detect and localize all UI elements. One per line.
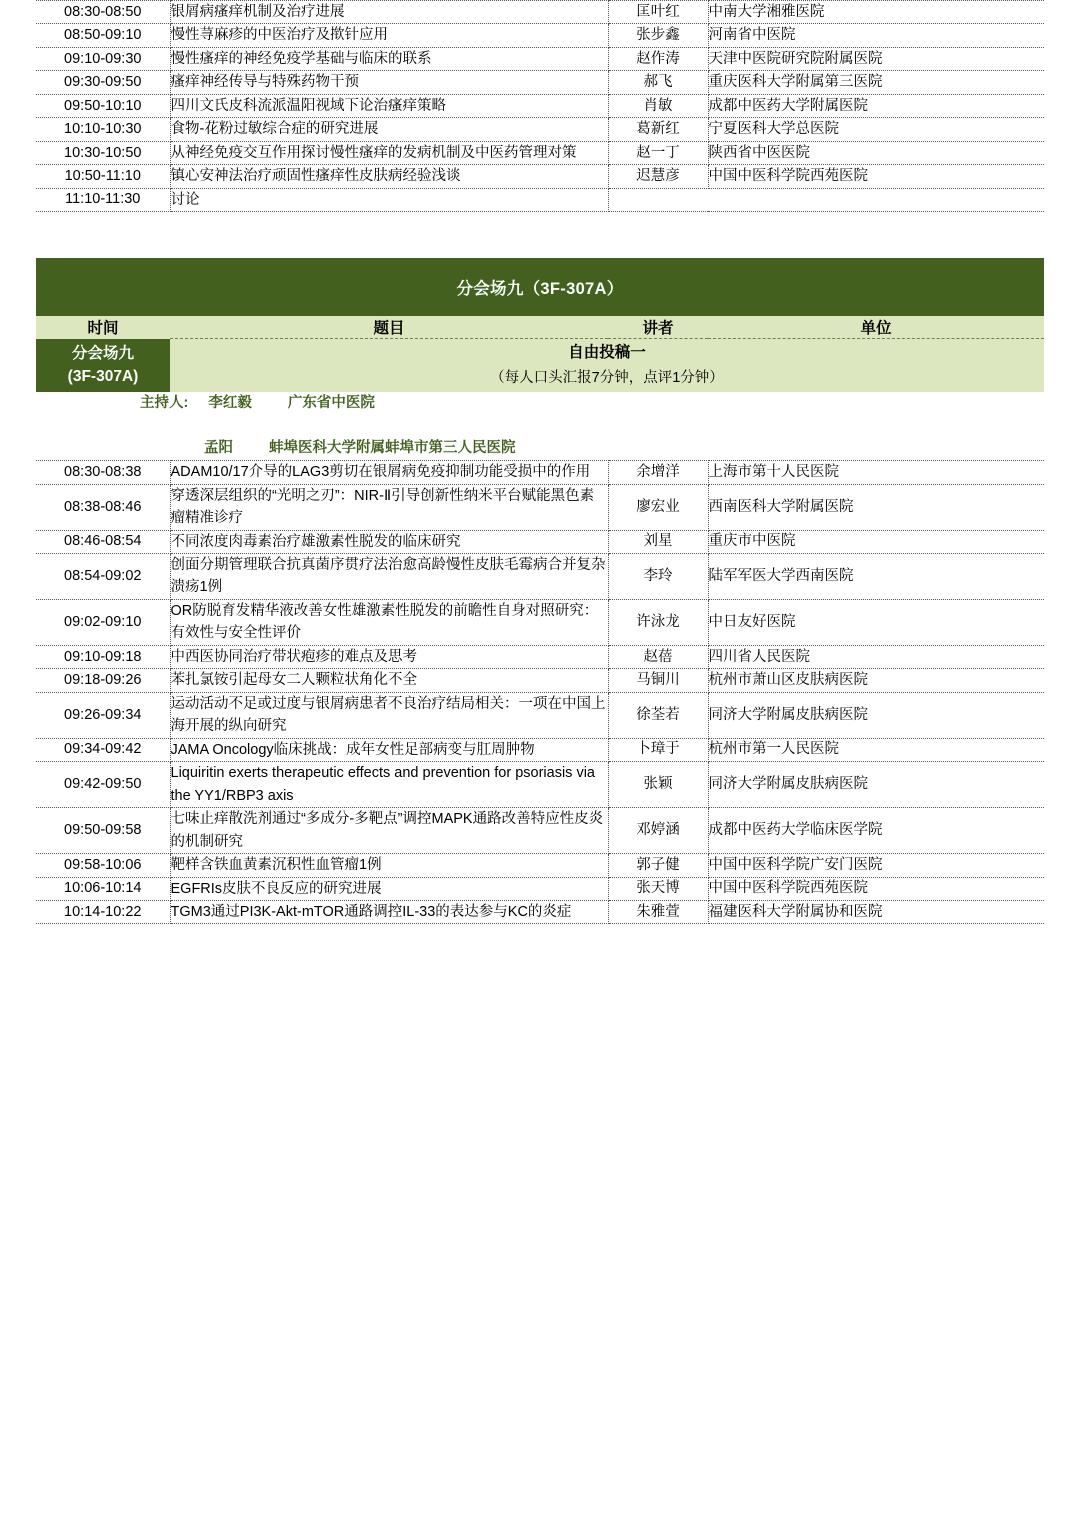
cell-speaker: 赵蓓 xyxy=(608,645,708,668)
table-row xyxy=(36,94,1044,117)
session-tag-line2: (3F-307A) xyxy=(67,368,139,386)
host-2-name: 孟阳 xyxy=(204,439,233,456)
table-row xyxy=(36,71,1044,94)
session-topic-cell xyxy=(170,339,1044,392)
cell-unit: 重庆市中医院 xyxy=(708,530,1044,553)
session-table-body xyxy=(36,316,1044,924)
cell-unit: 中日友好医院 xyxy=(708,599,1044,645)
table-row xyxy=(36,461,1044,484)
cell-title: ADAM10/17介导的LAG3剪切在银屑病免疫抑制功能受损中的作用 xyxy=(170,461,608,484)
cell-title: 慢性荨麻疹的中医治疗及揿针应用 xyxy=(170,24,608,47)
cell-speaker: 郝飞 xyxy=(608,71,708,94)
cell-unit: 中国中医科学院西苑医院 xyxy=(708,877,1044,900)
table-row xyxy=(36,877,1044,900)
cell-unit: 四川省人民医院 xyxy=(708,645,1044,668)
cell-unit: 宁夏医科大学总医院 xyxy=(708,118,1044,141)
cell-speaker: 邓婷涵 xyxy=(608,808,708,854)
table-row xyxy=(36,692,1044,738)
session-schedule-table xyxy=(36,316,1044,924)
cell-time: 08:30-08:50 xyxy=(36,1,170,24)
cell-title: 不同浓度肉毒素治疗雄激素性脱发的临床研究 xyxy=(170,530,608,553)
cell-speaker: 刘星 xyxy=(608,530,708,553)
cell-speaker: 许泳龙 xyxy=(608,599,708,645)
host-line-2 xyxy=(36,415,1044,460)
cell-speaker: 廖宏业 xyxy=(608,484,708,530)
cell-speaker xyxy=(608,188,708,211)
table-row xyxy=(36,188,1044,211)
cell-speaker: 徐荃若 xyxy=(608,692,708,738)
table-row xyxy=(36,118,1044,141)
cell-title: 四川文氏皮科流派温阳视域下论治瘙痒策略 xyxy=(170,94,608,117)
cell-unit: 福建医科大学附属协和医院 xyxy=(708,901,1044,924)
cell-speaker: 张颖 xyxy=(608,762,708,808)
cell-title: 中西医协同治疗带状疱疹的难点及思考 xyxy=(170,645,608,668)
cell-title: 穿透深层组织的“光明之刃”：NIR-Ⅱ引导创新性纳米平台赋能黑色素瘤精准诊疗 xyxy=(170,484,608,530)
cell-title: 银屑病瘙痒机制及治疗进展 xyxy=(170,1,608,24)
cell-time: 08:46-08:54 xyxy=(36,530,170,553)
cell-unit: 杭州市第一人民医院 xyxy=(708,738,1044,761)
table-row xyxy=(36,165,1044,188)
cell-speaker: 郭子健 xyxy=(608,854,708,877)
cell-time: 10:14-10:22 xyxy=(36,901,170,924)
cell-title: 食物-花粉过敏综合症的研究进展 xyxy=(170,118,608,141)
cell-unit: 中南大学湘雅医院 xyxy=(708,1,1044,24)
cell-title: 讨论 xyxy=(170,188,608,211)
cell-speaker: 肖敏 xyxy=(608,94,708,117)
cell-speaker: 李玲 xyxy=(608,553,708,599)
cell-unit: 西南医科大学附属医院 xyxy=(708,484,1044,530)
cell-title: TGM3通过PI3K-Akt-mTOR通路调控IL-33的表达参与KC的炎症 xyxy=(170,901,608,924)
top-table-body xyxy=(36,1,1044,212)
cell-unit: 同济大学附属皮肤病医院 xyxy=(708,692,1044,738)
cell-title: Liquiritin exerts therapeutic effects and prevention for psoriasis via the YY1/RBP3 axis xyxy=(170,762,608,808)
table-row xyxy=(36,808,1044,854)
cell-unit xyxy=(708,188,1044,211)
session-topic-row xyxy=(36,339,1044,392)
cell-time: 09:10-09:18 xyxy=(36,645,170,668)
host-1-unit: 广东省中医院 xyxy=(287,394,375,411)
table-row xyxy=(36,1,1044,24)
cell-unit: 陆军军医大学西南医院 xyxy=(708,553,1044,599)
table-row xyxy=(36,553,1044,599)
cell-time: 08:54-09:02 xyxy=(36,553,170,599)
table-row xyxy=(36,645,1044,668)
table-row xyxy=(36,669,1044,692)
cell-time: 09:42-09:50 xyxy=(36,762,170,808)
cell-time: 09:10-09:30 xyxy=(36,47,170,70)
cell-time: 10:30-10:50 xyxy=(36,141,170,164)
host-line-1 xyxy=(36,392,1044,415)
cell-title: 创面分期管理联合抗真菌序贯疗法治愈高龄慢性皮肤毛霉病合并复杂溃疡1例 xyxy=(170,553,608,599)
cell-time: 09:02-09:10 xyxy=(36,599,170,645)
cell-title: JAMA Oncology临床挑战：成年女性足部病变与肛周肿物 xyxy=(170,738,608,761)
cell-time: 09:26-09:34 xyxy=(36,692,170,738)
host-1-name: 李红毅 xyxy=(208,394,252,411)
top-schedule-table xyxy=(36,0,1044,212)
cell-speaker: 迟慧彦 xyxy=(608,165,708,188)
cell-unit: 同济大学附属皮肤病医院 xyxy=(708,762,1044,808)
cell-title: 瘙痒神经传导与特殊药物干预 xyxy=(170,71,608,94)
session-banner-title: 分会场九（3F-307A） xyxy=(36,258,1044,316)
cell-time: 10:10-10:30 xyxy=(36,118,170,141)
cell-title: 靶样含铁血黄素沉积性血管瘤1例 xyxy=(170,854,608,877)
cell-time: 08:38-08:46 xyxy=(36,484,170,530)
header-time: 时间 xyxy=(36,316,170,339)
cell-speaker: 张天博 xyxy=(608,877,708,900)
cell-title: 苯扎氯铵引起母女二人颗粒状角化不全 xyxy=(170,669,608,692)
cell-title: 运动活动不足或过度与银屑病患者不良治疗结局相关：一项在中国上海开展的纵向研究 xyxy=(170,692,608,738)
cell-time: 09:58-10:06 xyxy=(36,854,170,877)
table-row xyxy=(36,484,1044,530)
table-row xyxy=(36,599,1044,645)
cell-speaker: 卜璋于 xyxy=(608,738,708,761)
session-host-row xyxy=(36,392,1044,461)
cell-speaker: 匡叶红 xyxy=(608,1,708,24)
header-unit: 单位 xyxy=(708,316,1044,339)
cell-unit: 重庆医科大学附属第三医院 xyxy=(708,71,1044,94)
document-page xyxy=(36,0,1044,924)
cell-unit: 河南省中医院 xyxy=(708,24,1044,47)
header-speaker: 讲者 xyxy=(608,316,708,339)
cell-speaker: 赵一丁 xyxy=(608,141,708,164)
cell-time: 11:10-11:30 xyxy=(36,188,170,211)
cell-unit: 中国中医科学院西苑医院 xyxy=(708,165,1044,188)
cell-time: 09:50-09:58 xyxy=(36,808,170,854)
cell-unit: 天津中医院研究院附属医院 xyxy=(708,47,1044,70)
cell-unit: 成都中医药大学临床医学院 xyxy=(708,808,1044,854)
cell-speaker: 马铜川 xyxy=(608,669,708,692)
table-row xyxy=(36,47,1044,70)
cell-time: 10:50-11:10 xyxy=(36,165,170,188)
cell-unit: 杭州市萧山区皮肤病医院 xyxy=(708,669,1044,692)
cell-title: EGFRIs皮肤不良反应的研究进展 xyxy=(170,877,608,900)
cell-title: OR防脱育发精华液改善女性雄激素性脱发的前瞻性自身对照研究：有效性与安全性评价 xyxy=(170,599,608,645)
cell-unit: 陕西省中医医院 xyxy=(708,141,1044,164)
session-topic-note: （每人口头汇报7分钟，点评1分钟） xyxy=(490,370,724,387)
cell-time: 08:50-09:10 xyxy=(36,24,170,47)
cell-unit: 上海市第十人民医院 xyxy=(708,461,1044,484)
section-spacer xyxy=(36,212,1044,258)
table-row xyxy=(36,738,1044,761)
cell-unit: 成都中医药大学附属医院 xyxy=(708,94,1044,117)
cell-time: 09:50-10:10 xyxy=(36,94,170,117)
cell-speaker: 赵作涛 xyxy=(608,47,708,70)
cell-time: 10:06-10:14 xyxy=(36,877,170,900)
table-row xyxy=(36,530,1044,553)
table-row xyxy=(36,141,1044,164)
cell-title: 镇心安神法治疗顽固性瘙痒性皮肤病经验浅谈 xyxy=(170,165,608,188)
cell-time: 09:18-09:26 xyxy=(36,669,170,692)
cell-title: 七味止痒散洗剂通过“多成分-多靶点”调控MAPK通路改善特应性皮炎的机制研究 xyxy=(170,808,608,854)
header-title: 题目 xyxy=(170,316,608,339)
cell-speaker: 余增洋 xyxy=(608,461,708,484)
session-tag-cell xyxy=(36,339,170,392)
session-topic-title: 自由投稿一 xyxy=(568,344,646,362)
table-row xyxy=(36,854,1044,877)
table-row xyxy=(36,24,1044,47)
cell-time: 09:30-09:50 xyxy=(36,71,170,94)
cell-title: 慢性瘙痒的神经免疫学基础与临床的联系 xyxy=(170,47,608,70)
cell-time: 09:34-09:42 xyxy=(36,738,170,761)
session-host-cell xyxy=(36,392,1044,461)
session-tag-line1: 分会场九 xyxy=(71,344,134,362)
cell-speaker: 朱雅萱 xyxy=(608,901,708,924)
cell-time: 08:30-08:38 xyxy=(36,461,170,484)
host-2-unit: 蚌埠医科大学附属蚌埠市第三人民医院 xyxy=(269,439,516,456)
cell-unit: 中国中医科学院广安门医院 xyxy=(708,854,1044,877)
table-row xyxy=(36,901,1044,924)
host-label: 主持人: xyxy=(140,394,189,411)
table-row xyxy=(36,762,1044,808)
cell-title: 从神经免疫交互作用探讨慢性瘙痒的发病机制及中医药管理对策 xyxy=(170,141,608,164)
session-column-header-row xyxy=(36,316,1044,339)
cell-speaker: 张步鑫 xyxy=(608,24,708,47)
cell-speaker: 葛新红 xyxy=(608,118,708,141)
